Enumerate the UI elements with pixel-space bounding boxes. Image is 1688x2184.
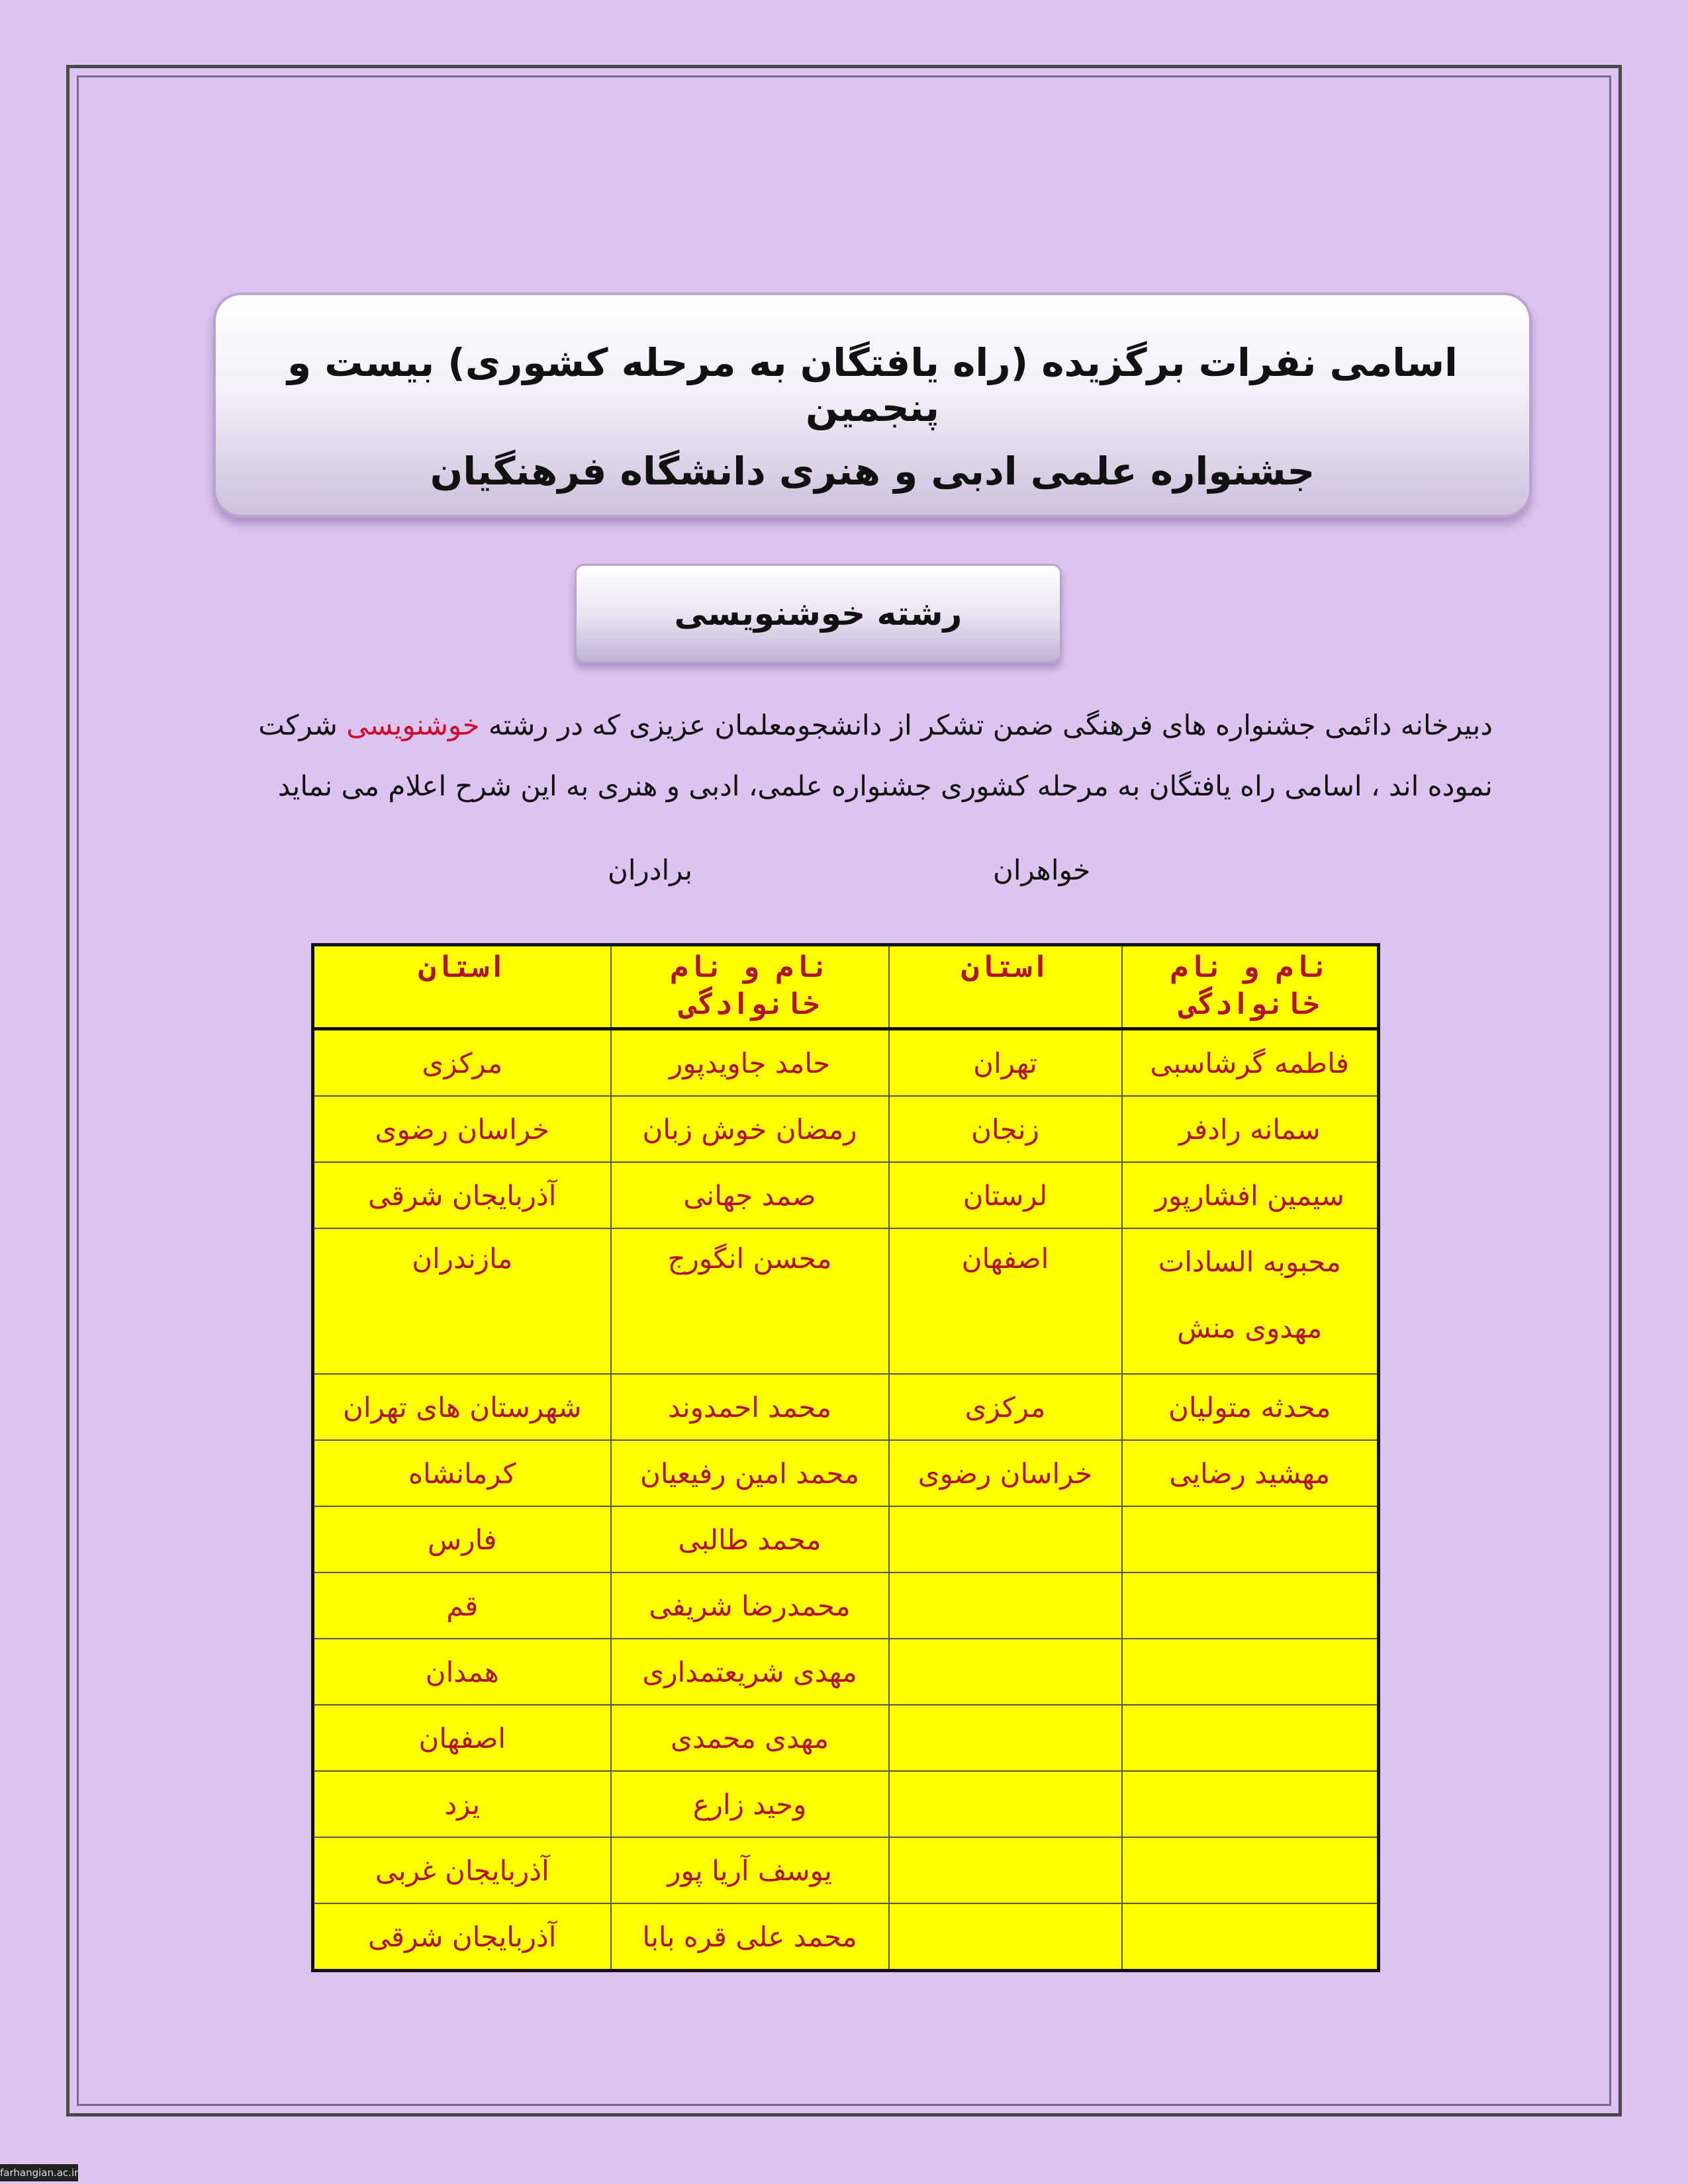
brother-province-cell: شهرستان های تهران bbox=[313, 1374, 611, 1440]
sister-province-cell bbox=[889, 1903, 1122, 1971]
sister-province-cell: لرستان bbox=[889, 1162, 1122, 1228]
title-panel bbox=[213, 293, 1532, 518]
brother-province-cell: همدان bbox=[313, 1639, 611, 1705]
brother-province-cell: آذربایجان شرقی bbox=[313, 1162, 611, 1228]
sister-province-cell bbox=[889, 1639, 1122, 1705]
brother-name-cell: رمضان خوش زبان bbox=[611, 1096, 889, 1162]
brothers-label: برادران bbox=[608, 854, 693, 886]
field-title-panel bbox=[575, 564, 1062, 663]
brother-province-cell: مرکزی bbox=[313, 1029, 611, 1097]
sister-province-cell: تهران bbox=[889, 1029, 1122, 1097]
table-header-row bbox=[313, 945, 1379, 1029]
sister-name-cell: سمانه رادفر bbox=[1122, 1096, 1379, 1162]
brother-name-cell: محسن انگورج bbox=[611, 1228, 889, 1374]
sister-province-cell bbox=[889, 1771, 1122, 1837]
sister-name-cell bbox=[1122, 1705, 1379, 1771]
intro-paragraph bbox=[218, 695, 1493, 817]
table-row bbox=[313, 1572, 1379, 1639]
winners-table bbox=[311, 943, 1380, 1972]
brother-name-cell: صمد جهانی bbox=[611, 1162, 889, 1228]
sister-province-cell bbox=[889, 1506, 1122, 1572]
table-row bbox=[313, 1771, 1379, 1837]
sister-name-cell bbox=[1122, 1572, 1379, 1639]
sister-province-cell: اصفهان bbox=[889, 1228, 1122, 1374]
header-sister-name: نام و نام خانوادگی bbox=[1122, 945, 1379, 1029]
brother-province-cell: قم bbox=[313, 1572, 611, 1639]
intro-text-end: شرکت نموده اند ، اسامی راه یافتگان به مرحله کشوری جشنواره علمی، ادبی و هنری به این شرح اعلام می نماید bbox=[258, 709, 1493, 802]
brother-name-cell: مهدی محمدی bbox=[611, 1705, 889, 1771]
sister-name-cell: سیمین افشارپور bbox=[1122, 1162, 1379, 1228]
brother-province-cell: اصفهان bbox=[313, 1705, 611, 1771]
sister-province-cell: مرکزی bbox=[889, 1374, 1122, 1440]
table-row bbox=[313, 1440, 1379, 1506]
sister-province-cell: زنجان bbox=[889, 1096, 1122, 1162]
sisters-label: خواهران bbox=[993, 854, 1091, 886]
table-row bbox=[313, 1837, 1379, 1903]
brother-province-cell: یزد bbox=[313, 1771, 611, 1837]
sister-name-cell: محبوبه السادات مهدوی منش bbox=[1122, 1228, 1379, 1374]
table-row bbox=[313, 1639, 1379, 1705]
brother-name-cell: یوسف آریا پور bbox=[611, 1837, 889, 1903]
sister-name-cell: مهشید رضایی bbox=[1122, 1440, 1379, 1506]
sister-province-cell bbox=[889, 1705, 1122, 1771]
sister-name-cell: محدثه متولیان bbox=[1122, 1374, 1379, 1440]
brother-name-cell: وحید زارع bbox=[611, 1771, 889, 1837]
table-row bbox=[313, 1096, 1379, 1162]
header-brother-province: استان bbox=[313, 945, 611, 1029]
sister-name-cell: فاطمه گرشاسبی bbox=[1122, 1029, 1379, 1097]
field-title: رشته خوشنویسی bbox=[674, 594, 962, 633]
brother-name-cell: محمدرضا شریفی bbox=[611, 1572, 889, 1639]
title-line-2: جشنواره علمی ادبی و هنری دانشگاه فرهنگیان bbox=[430, 449, 1315, 494]
header-sister-province: استان bbox=[889, 945, 1122, 1029]
intro-highlight: خوشنویسی bbox=[346, 709, 480, 741]
table-row bbox=[313, 1374, 1379, 1440]
table-row bbox=[313, 1705, 1379, 1771]
brother-province-cell: آذربایجان شرقی bbox=[313, 1903, 611, 1971]
sister-province-cell bbox=[889, 1837, 1122, 1903]
sister-province-cell bbox=[889, 1572, 1122, 1639]
brother-name-cell: حامد جاویدپور bbox=[611, 1029, 889, 1097]
brother-province-cell: خراسان رضوی bbox=[313, 1096, 611, 1162]
brother-name-cell: مهدی شریعتمداری bbox=[611, 1639, 889, 1705]
brother-province-cell: فارس bbox=[313, 1506, 611, 1572]
table-row bbox=[313, 1903, 1379, 1971]
sister-name-cell bbox=[1122, 1506, 1379, 1572]
intro-text-start: دبیرخانه دائمی جشنواره های فرهنگی ضمن تشکر از دانشجومعلمان عزیزی که در رشته bbox=[479, 709, 1493, 741]
header-brother-name: نام و نام خانوادگی bbox=[611, 945, 889, 1029]
sister-name-cell bbox=[1122, 1639, 1379, 1705]
brother-province-cell: کرمانشاه bbox=[313, 1440, 611, 1506]
brother-name-cell: محمد احمدوند bbox=[611, 1374, 889, 1440]
sister-province-cell: خراسان رضوی bbox=[889, 1440, 1122, 1506]
table-row bbox=[313, 1506, 1379, 1572]
brother-province-cell: آذربایجان غربی bbox=[313, 1837, 611, 1903]
table-row bbox=[313, 1162, 1379, 1228]
sister-name-cell bbox=[1122, 1771, 1379, 1837]
title-line-1: اسامی نفرات برگزیده (راه یافتگان به مرحله کشوری) بیست و پنجمین bbox=[287, 340, 1458, 430]
sister-name-cell bbox=[1122, 1903, 1379, 1971]
brother-name-cell: محمد علی قره بابا bbox=[611, 1903, 889, 1971]
brother-name-cell: محمد امین رفیعیان bbox=[611, 1440, 889, 1506]
site-logo: farhangian.ac.ir bbox=[0, 2164, 78, 2181]
table-row bbox=[313, 1228, 1379, 1374]
brother-province-cell: مازندران bbox=[313, 1228, 611, 1374]
table-body bbox=[313, 1029, 1379, 1971]
brother-name-cell: محمد طالبی bbox=[611, 1506, 889, 1572]
table-row bbox=[313, 1029, 1379, 1097]
sister-name-cell bbox=[1122, 1837, 1379, 1903]
